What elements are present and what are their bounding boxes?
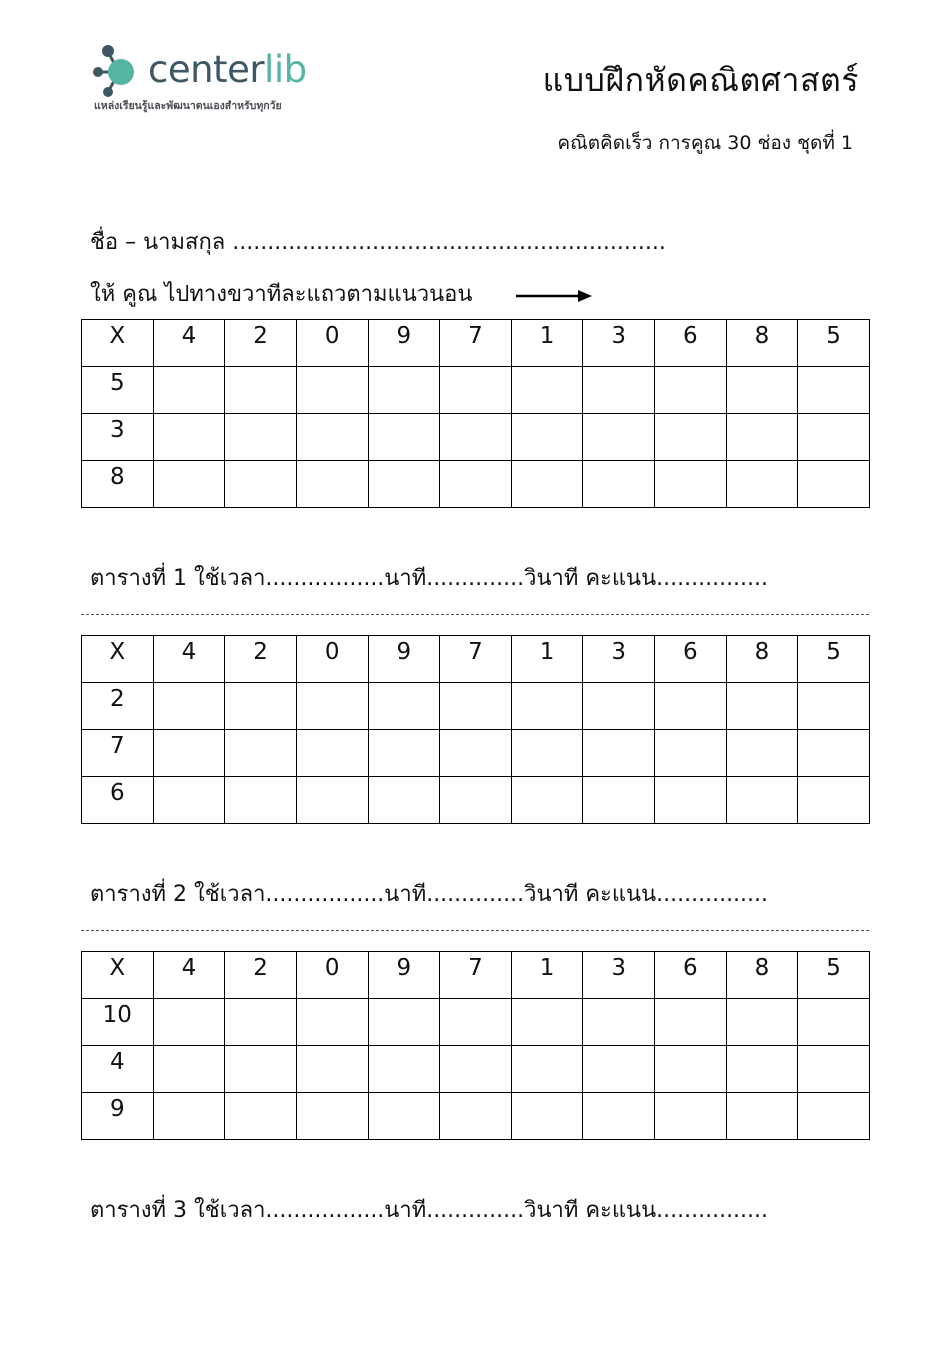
answer-cell[interactable] bbox=[296, 367, 368, 414]
arrow-right-icon bbox=[516, 289, 592, 303]
answer-cell[interactable] bbox=[296, 777, 368, 824]
row-multiplier: 5 bbox=[82, 367, 154, 414]
table-header-cell: 4 bbox=[153, 636, 225, 683]
answer-cell[interactable] bbox=[798, 367, 870, 414]
answer-cell[interactable] bbox=[296, 1093, 368, 1140]
row-multiplier: 2 bbox=[82, 683, 154, 730]
answer-cell[interactable] bbox=[440, 1093, 512, 1140]
table-1-footer: ตารางที่ 1 ใช้เวลา.................นาที..............วินาที คะแนน................ bbox=[90, 566, 769, 591]
row-multiplier: 8 bbox=[82, 461, 154, 508]
answer-cell[interactable] bbox=[798, 1093, 870, 1140]
answer-cell[interactable] bbox=[726, 999, 798, 1046]
answer-cell[interactable] bbox=[368, 777, 440, 824]
logo-tagline: แหล่งเรียนรู้และพัฒนาตนเองสำหรับทุกวัย bbox=[94, 100, 282, 112]
answer-cell[interactable] bbox=[225, 730, 297, 777]
answer-cell[interactable] bbox=[655, 777, 727, 824]
answer-cell[interactable] bbox=[511, 777, 583, 824]
table-header-cell: 6 bbox=[655, 952, 727, 999]
answer-cell[interactable] bbox=[726, 683, 798, 730]
multiplication-table-3 bbox=[81, 951, 870, 1140]
name-field: ชื่อ – นามสกุล .............................................................. bbox=[90, 230, 666, 255]
table-header-row bbox=[82, 952, 870, 999]
table-header-cell: 8 bbox=[726, 636, 798, 683]
answer-cell[interactable] bbox=[440, 1046, 512, 1093]
table-header-cell: 5 bbox=[798, 952, 870, 999]
table-header-cell: 1 bbox=[511, 636, 583, 683]
table-header-cell: 1 bbox=[511, 952, 583, 999]
answer-cell[interactable] bbox=[368, 461, 440, 508]
answer-cell[interactable] bbox=[225, 999, 297, 1046]
table-header-cell: 9 bbox=[368, 636, 440, 683]
table-header-cell: X bbox=[82, 636, 154, 683]
answer-cell[interactable] bbox=[655, 367, 727, 414]
answer-cell[interactable] bbox=[798, 777, 870, 824]
answer-cell[interactable] bbox=[655, 414, 727, 461]
table-row bbox=[82, 999, 870, 1046]
table-row bbox=[82, 1046, 870, 1093]
answer-cell[interactable] bbox=[583, 999, 655, 1046]
answer-cell[interactable] bbox=[583, 1093, 655, 1140]
answer-cell[interactable] bbox=[583, 683, 655, 730]
table-header-cell: 8 bbox=[726, 320, 798, 367]
multiplication-table-2 bbox=[81, 635, 870, 824]
answer-cell[interactable] bbox=[440, 683, 512, 730]
answer-cell[interactable] bbox=[798, 730, 870, 777]
answer-cell[interactable] bbox=[440, 461, 512, 508]
answer-cell[interactable] bbox=[511, 683, 583, 730]
table-header-row bbox=[82, 320, 870, 367]
row-multiplier: 3 bbox=[82, 414, 154, 461]
answer-cell[interactable] bbox=[225, 367, 297, 414]
answer-cell[interactable] bbox=[511, 999, 583, 1046]
table-row bbox=[82, 461, 870, 508]
answer-cell[interactable] bbox=[440, 367, 512, 414]
row-multiplier: 10 bbox=[82, 999, 154, 1046]
table-header-row bbox=[82, 636, 870, 683]
answer-cell[interactable] bbox=[798, 1046, 870, 1093]
table-header-cell: 6 bbox=[655, 636, 727, 683]
answer-cell[interactable] bbox=[296, 683, 368, 730]
answer-cell[interactable] bbox=[368, 414, 440, 461]
table-header-cell: 4 bbox=[153, 952, 225, 999]
answer-cell[interactable] bbox=[153, 461, 225, 508]
answer-cell[interactable] bbox=[296, 1046, 368, 1093]
answer-cell[interactable] bbox=[368, 730, 440, 777]
table-row bbox=[82, 730, 870, 777]
table-header-cell: 0 bbox=[296, 636, 368, 683]
answer-cell[interactable] bbox=[798, 999, 870, 1046]
answer-cell[interactable] bbox=[225, 1093, 297, 1140]
table-header-cell: 2 bbox=[225, 320, 297, 367]
answer-cell[interactable] bbox=[368, 1046, 440, 1093]
answer-cell[interactable] bbox=[368, 999, 440, 1046]
answer-cell[interactable] bbox=[225, 777, 297, 824]
table-2-footer: ตารางที่ 2 ใช้เวลา.................นาที..............วินาที คะแนน................ bbox=[90, 882, 769, 907]
table-row bbox=[82, 367, 870, 414]
answer-cell[interactable] bbox=[440, 730, 512, 777]
logo-mark-icon bbox=[92, 42, 150, 98]
table-header-cell: 0 bbox=[296, 952, 368, 999]
answer-cell[interactable] bbox=[798, 683, 870, 730]
table-header-cell: 6 bbox=[655, 320, 727, 367]
multiplication-table-1 bbox=[81, 319, 870, 508]
answer-cell[interactable] bbox=[440, 414, 512, 461]
answer-cell[interactable] bbox=[726, 730, 798, 777]
page-title: แบบฝึกหัดคณิตศาสตร์ bbox=[542, 61, 859, 99]
answer-cell[interactable] bbox=[440, 777, 512, 824]
answer-cell[interactable] bbox=[583, 414, 655, 461]
answer-cell[interactable] bbox=[583, 777, 655, 824]
answer-cell[interactable] bbox=[225, 1046, 297, 1093]
answer-cell[interactable] bbox=[511, 461, 583, 508]
answer-cell[interactable] bbox=[655, 1093, 727, 1140]
table-header-cell: 4 bbox=[153, 320, 225, 367]
answer-cell[interactable] bbox=[153, 414, 225, 461]
row-multiplier: 9 bbox=[82, 1093, 154, 1140]
answer-cell[interactable] bbox=[655, 683, 727, 730]
row-multiplier: 6 bbox=[82, 777, 154, 824]
logo bbox=[92, 40, 352, 120]
instruction-text: ให้ คูณ ไปทางขวาทีละแถวตามแนวนอน bbox=[90, 282, 473, 307]
answer-cell[interactable] bbox=[225, 461, 297, 508]
answer-cell[interactable] bbox=[583, 367, 655, 414]
answer-cell[interactable] bbox=[368, 1093, 440, 1140]
table-header-cell: 7 bbox=[440, 636, 512, 683]
answer-cell[interactable] bbox=[296, 730, 368, 777]
answer-cell[interactable] bbox=[153, 367, 225, 414]
table-header-cell: X bbox=[82, 952, 154, 999]
answer-cell[interactable] bbox=[153, 777, 225, 824]
answer-cell[interactable] bbox=[440, 999, 512, 1046]
answer-cell[interactable] bbox=[368, 683, 440, 730]
answer-cell[interactable] bbox=[225, 414, 297, 461]
answer-cell[interactable] bbox=[511, 1093, 583, 1140]
answer-cell[interactable] bbox=[511, 367, 583, 414]
answer-cell[interactable] bbox=[225, 683, 297, 730]
answer-cell[interactable] bbox=[368, 367, 440, 414]
table-header-cell: 8 bbox=[726, 952, 798, 999]
table-row bbox=[82, 683, 870, 730]
answer-cell[interactable] bbox=[296, 461, 368, 508]
table-header-cell: 5 bbox=[798, 320, 870, 367]
table-header-cell: 3 bbox=[583, 320, 655, 367]
table-header-cell: 7 bbox=[440, 952, 512, 999]
table-header-cell: 9 bbox=[368, 952, 440, 999]
table-header-cell: 5 bbox=[798, 636, 870, 683]
answer-cell[interactable] bbox=[153, 1046, 225, 1093]
page-subtitle: คณิตคิดเร็ว การคูณ 30 ช่อง ชุดที่ 1 bbox=[557, 132, 853, 154]
cut-line bbox=[81, 614, 869, 615]
table-header-cell: 9 bbox=[368, 320, 440, 367]
table-header-cell: 2 bbox=[225, 636, 297, 683]
logo-wordmark: centerlib bbox=[148, 48, 307, 91]
answer-cell[interactable] bbox=[511, 1046, 583, 1093]
answer-cell[interactable] bbox=[511, 730, 583, 777]
answer-cell[interactable] bbox=[153, 1093, 225, 1140]
answer-cell[interactable] bbox=[296, 414, 368, 461]
row-multiplier: 4 bbox=[82, 1046, 154, 1093]
answer-cell[interactable] bbox=[726, 461, 798, 508]
table-header-cell: X bbox=[82, 320, 154, 367]
table-header-cell: 0 bbox=[296, 320, 368, 367]
cut-line bbox=[81, 930, 869, 931]
answer-cell[interactable] bbox=[153, 999, 225, 1046]
answer-cell[interactable] bbox=[726, 777, 798, 824]
table-header-cell: 7 bbox=[440, 320, 512, 367]
table-row bbox=[82, 777, 870, 824]
answer-cell[interactable] bbox=[296, 999, 368, 1046]
answer-cell[interactable] bbox=[583, 730, 655, 777]
table-row bbox=[82, 1093, 870, 1140]
table-header-cell: 1 bbox=[511, 320, 583, 367]
table-header-cell: 2 bbox=[225, 952, 297, 999]
table-row bbox=[82, 414, 870, 461]
answer-cell[interactable] bbox=[511, 414, 583, 461]
answer-cell[interactable] bbox=[655, 999, 727, 1046]
answer-cell[interactable] bbox=[655, 1046, 727, 1093]
answer-cell[interactable] bbox=[798, 414, 870, 461]
answer-cell[interactable] bbox=[153, 683, 225, 730]
answer-cell[interactable] bbox=[583, 1046, 655, 1093]
answer-cell[interactable] bbox=[798, 461, 870, 508]
answer-cell[interactable] bbox=[153, 730, 225, 777]
table-header-cell: 3 bbox=[583, 952, 655, 999]
answer-cell[interactable] bbox=[655, 461, 727, 508]
answer-cell[interactable] bbox=[726, 1046, 798, 1093]
table-header-cell: 3 bbox=[583, 636, 655, 683]
answer-cell[interactable] bbox=[726, 1093, 798, 1140]
row-multiplier: 7 bbox=[82, 730, 154, 777]
answer-cell[interactable] bbox=[726, 414, 798, 461]
table-3-footer: ตารางที่ 3 ใช้เวลา.................นาที..............วินาที คะแนน................ bbox=[90, 1198, 769, 1223]
answer-cell[interactable] bbox=[655, 730, 727, 777]
answer-cell[interactable] bbox=[726, 367, 798, 414]
answer-cell[interactable] bbox=[583, 461, 655, 508]
